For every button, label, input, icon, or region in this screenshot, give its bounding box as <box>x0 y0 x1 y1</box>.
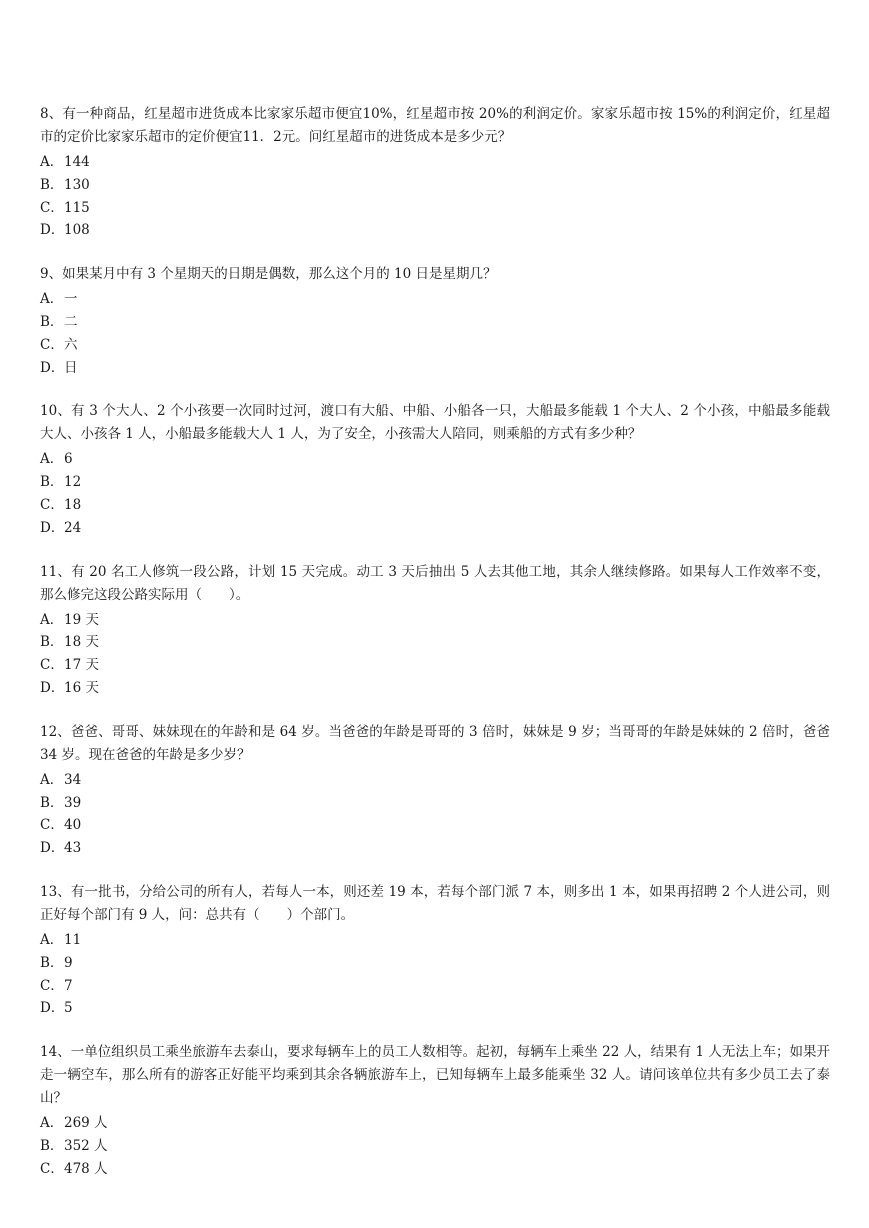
question-9 <box>40 263 830 379</box>
option-b <box>40 792 830 815</box>
option-text: 18 天 <box>64 634 99 651</box>
option-text: 130 <box>64 176 90 193</box>
option-label: C． <box>40 657 64 674</box>
question-11 <box>40 561 830 700</box>
option-text: 9 <box>64 954 73 971</box>
option-a <box>40 609 830 632</box>
option-b <box>40 1135 830 1158</box>
option-d <box>40 357 830 380</box>
option-text: 39 <box>64 794 82 811</box>
option-a <box>40 151 830 174</box>
option-b <box>40 631 830 654</box>
option-label: D． <box>40 1000 65 1017</box>
option-label: B． <box>40 634 64 651</box>
option-text: 二 <box>64 313 78 330</box>
option-c <box>40 975 830 998</box>
option-label: B． <box>40 313 64 330</box>
option-text: 5 <box>64 1000 73 1017</box>
option-text: 17 天 <box>64 657 99 674</box>
option-label: B． <box>40 176 64 193</box>
option-a <box>40 929 830 952</box>
option-a <box>40 769 830 792</box>
option-d <box>40 837 830 860</box>
question-list <box>40 103 830 1202</box>
option-text: 43 <box>64 840 82 857</box>
option-text: 六 <box>64 336 78 353</box>
option-text: 269 人 <box>64 1115 108 1132</box>
option-text: 11 <box>64 931 82 948</box>
option-label: A． <box>40 451 64 468</box>
question-13 <box>40 881 830 1020</box>
option-b <box>40 952 830 975</box>
option-text: 40 <box>64 817 82 834</box>
option-text: 19 天 <box>64 611 99 628</box>
option-text: 一 <box>64 291 78 308</box>
question-stem: 11、有 20 名工人修筑一段公路，计划 15 天完成。动工 3 天后抽出 5 人去其他工地，其余人继续修路。如果每人工作效率不变，那么修完这段公路实际用（ ）。 <box>40 563 830 603</box>
option-text: 6 <box>64 451 73 468</box>
option-text: 478 人 <box>64 1160 108 1177</box>
option-text: 144 <box>64 154 90 170</box>
option-label: A． <box>40 611 64 628</box>
option-text: 7 <box>64 977 73 994</box>
option-b <box>40 471 830 494</box>
option-c <box>40 494 830 517</box>
option-label: C． <box>40 199 64 216</box>
option-label: C． <box>40 1160 64 1177</box>
option-label: D． <box>40 359 65 376</box>
option-a <box>40 1112 830 1135</box>
option-label: D． <box>40 840 65 857</box>
option-d <box>40 677 830 700</box>
option-label: D． <box>40 519 65 536</box>
option-label: A． <box>40 154 64 170</box>
question-14 <box>40 1041 830 1180</box>
option-label: B． <box>40 1137 64 1154</box>
option-text: 24 <box>64 519 82 536</box>
option-b <box>40 311 830 334</box>
question-stem: 9、如果某月中有 3 个星期天的日期是偶数，那么这个月的 10 日是星期几？ <box>40 266 497 283</box>
question-8 <box>40 103 830 242</box>
option-label: B． <box>40 794 64 811</box>
option-text: 日 <box>64 359 78 376</box>
option-label: C． <box>40 496 64 513</box>
option-d <box>40 219 830 242</box>
option-text: 18 <box>64 496 82 513</box>
question-10 <box>40 400 830 539</box>
option-label: C． <box>40 817 64 834</box>
option-d <box>40 997 830 1020</box>
option-c <box>40 197 830 220</box>
option-label: A． <box>40 1115 64 1132</box>
question-stem: 10、有 3 个大人、2 个小孩要一次同时过河，渡口有大船、中船、小船各一只，大船最多能载 1 个大人、2 个小孩，中船最多能载大人、小孩各 1 人，小船最多能载大人 1 人，为了安全，小孩需大人陪同，则乘船的方式有多少种？ <box>40 403 830 443</box>
option-a <box>40 448 830 471</box>
question-stem: 12、爸爸、哥哥、妹妹现在的年龄和是 64 岁。当爸爸的年龄是哥哥的 3 倍时，妹妹是 9 岁；当哥哥的年龄是妹妹的 2 倍时，爸爸 34 岁。现在爸爸的年龄是多少岁？ <box>40 723 830 763</box>
option-d <box>40 517 830 540</box>
option-label: D． <box>40 222 65 239</box>
option-b <box>40 174 830 197</box>
option-label: A． <box>40 291 64 308</box>
option-c <box>40 654 830 677</box>
option-label: D． <box>40 679 65 696</box>
option-label: B． <box>40 474 64 491</box>
option-c <box>40 334 830 357</box>
option-text: 352 人 <box>64 1137 108 1154</box>
option-label: C． <box>40 336 64 353</box>
question-stem: 14、一单位组织员工乘坐旅游车去泰山，要求每辆车上的员工人数相等。起初，每辆车上乘坐 22 人，结果有 1 人无法上车；如果开走一辆空车，那么所有的游客正好能平均乘到其余各辆旅游车上，已知每辆车上最多能乘坐 32 人。请问该单位共有多少员工去了泰山？ <box>40 1044 830 1107</box>
option-text: 16 天 <box>64 679 99 696</box>
question-stem: 8、有一种商品，红星超市进货成本比家家乐超市便宜10%，红星超市按 20%的利润定价。家家乐超市按 15%的利润定价，红星超市的定价比家家乐超市的定价便宜11．2元。问红星超市的进货成本是多少元？ <box>40 106 830 145</box>
option-text: 12 <box>64 474 82 491</box>
option-c <box>40 1158 830 1181</box>
option-label: B． <box>40 954 64 971</box>
option-label: A． <box>40 931 64 948</box>
option-c <box>40 814 830 837</box>
option-text: 115 <box>64 199 90 216</box>
option-label: A． <box>40 771 64 788</box>
question-stem: 13、有一批书，分给公司的所有人，若每人一本，则还差 19 本，若每个部门派 7 本，则多出 1 本，如果再招聘 2 个人进公司，则正好每个部门有 9 人，问：总共有（ ）个部门。 <box>40 883 830 923</box>
option-a <box>40 288 830 311</box>
option-label: C． <box>40 977 64 994</box>
option-text: 34 <box>64 771 82 788</box>
question-12 <box>40 721 830 860</box>
option-text: 108 <box>64 222 90 239</box>
